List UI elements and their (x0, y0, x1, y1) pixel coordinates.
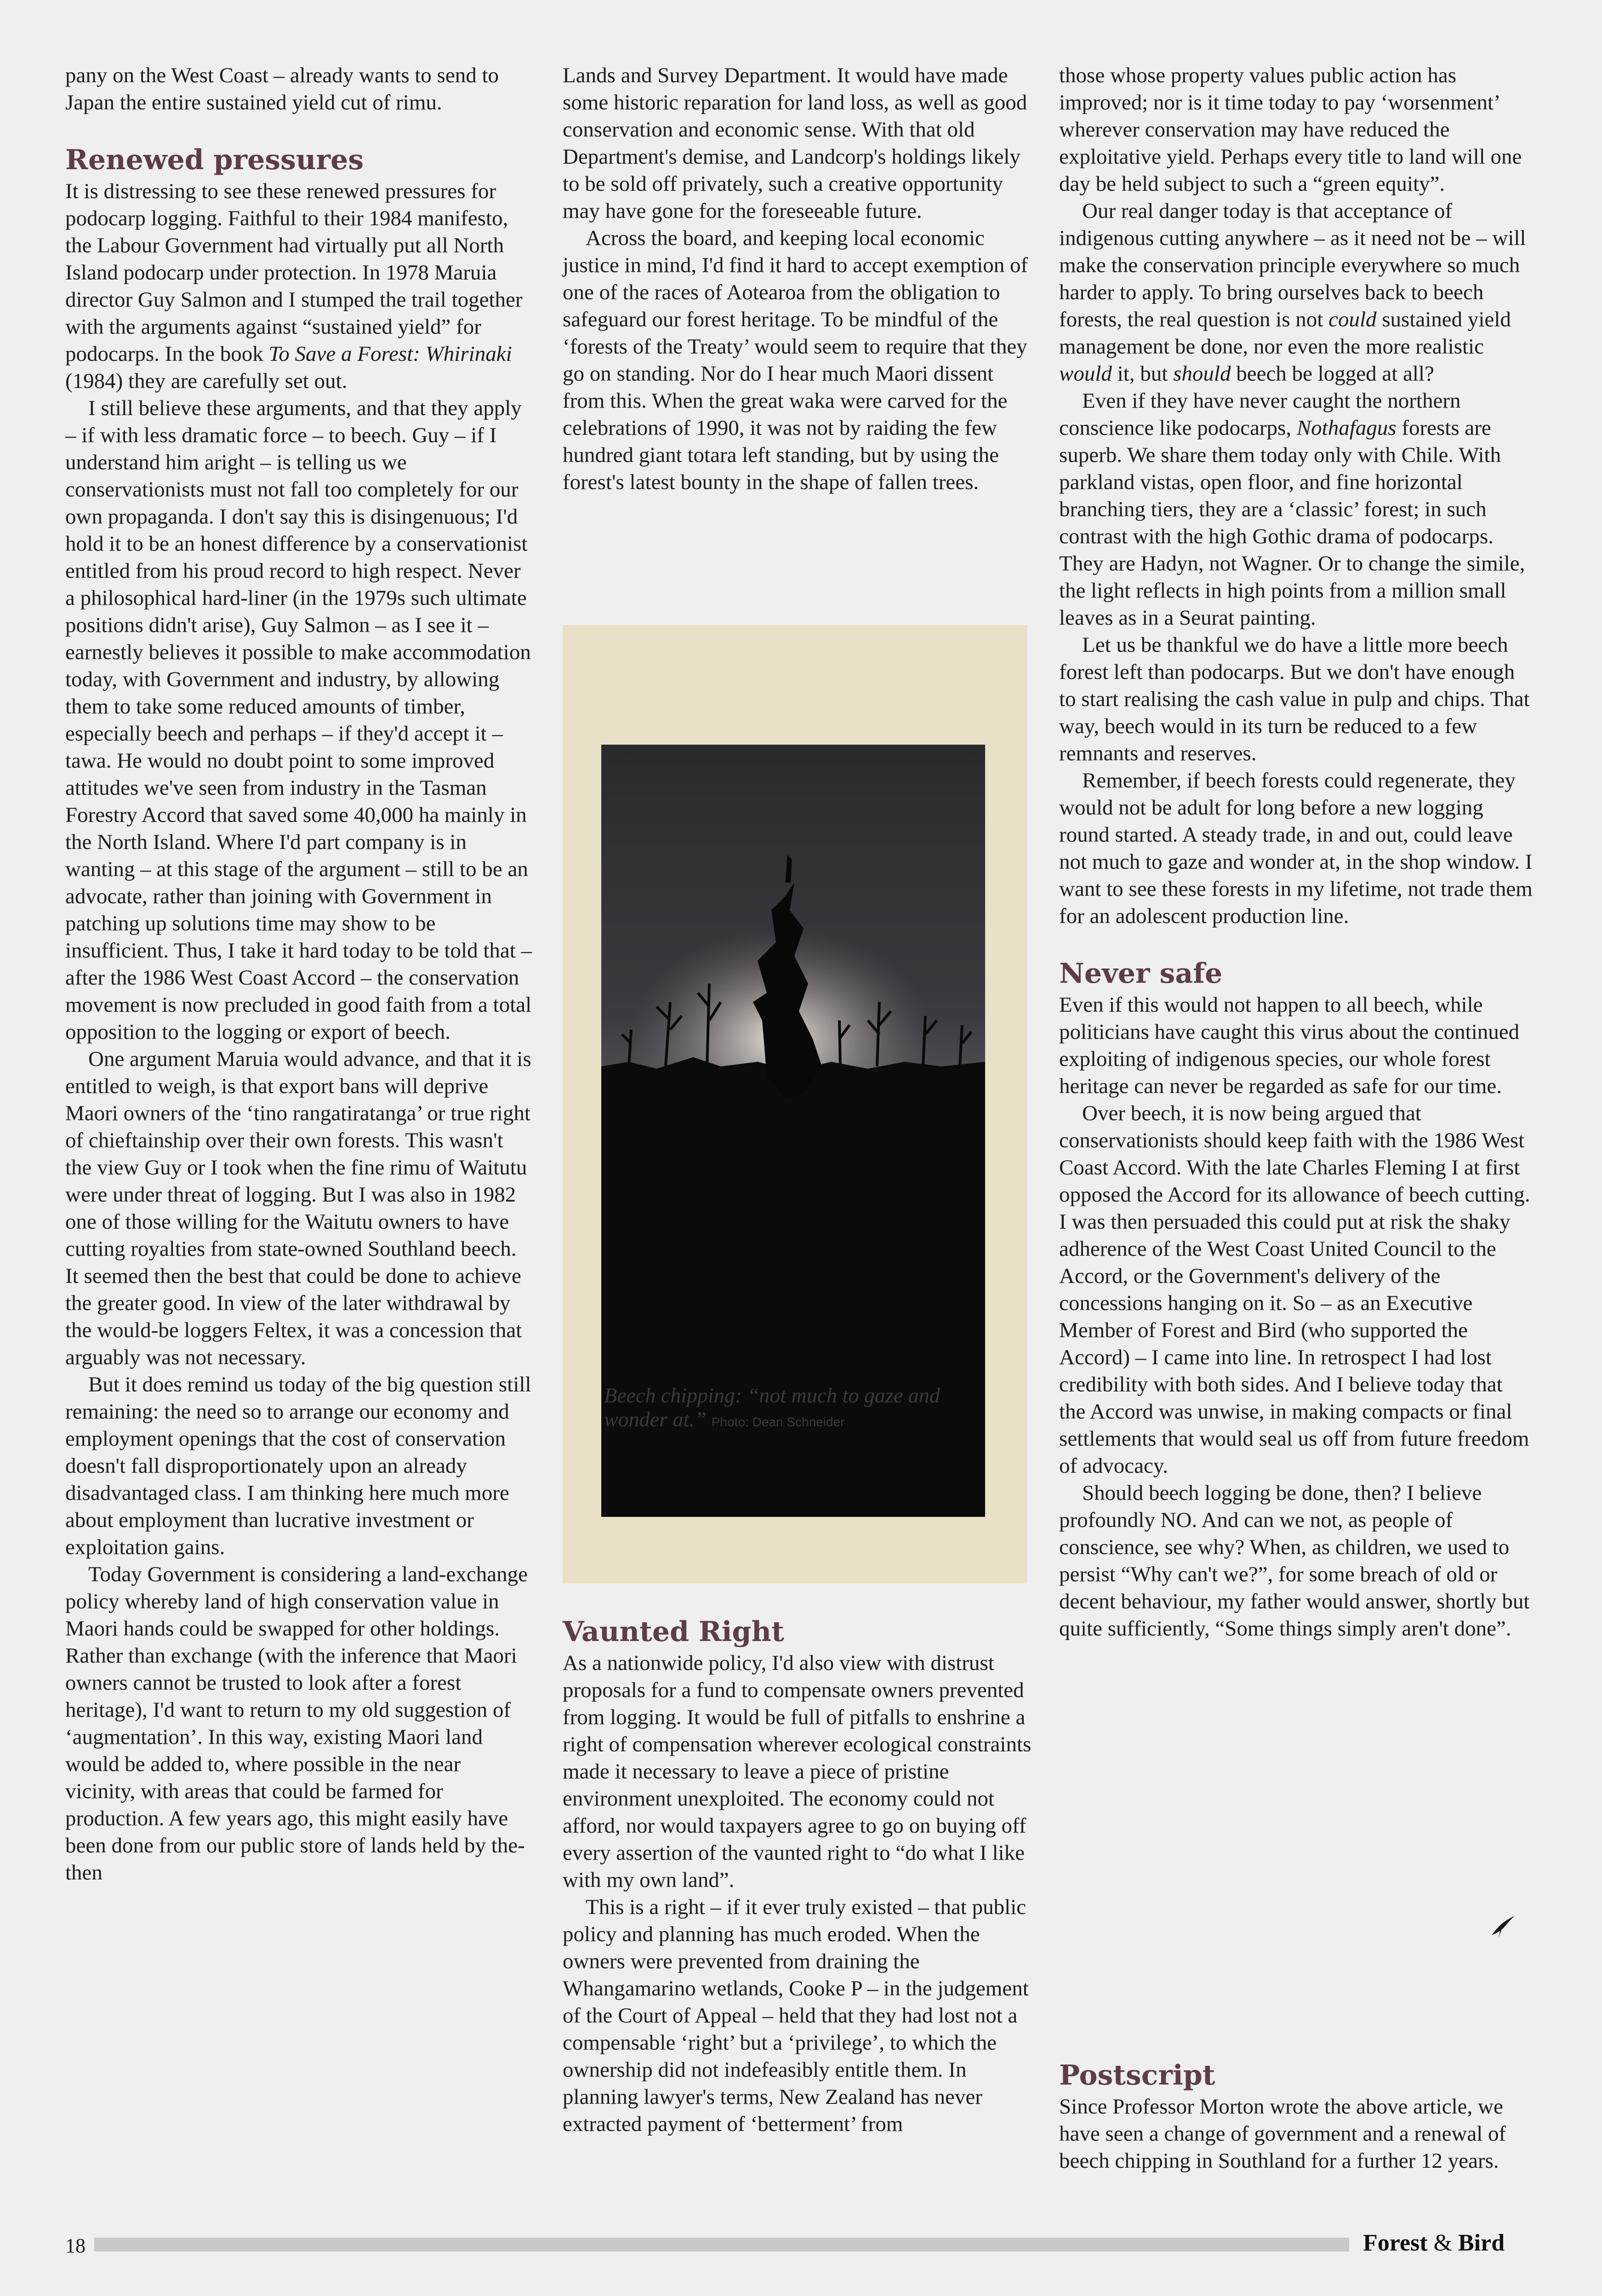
book-title: To Save a Forest: Whirinaki (268, 342, 512, 366)
paragraph: Should beech logging be done, then? I believe profoundly NO. And can we not, as people of conscience, see why? When, as children, we used to persist “Why can't we?”, for some breach of old or decent behaviour, my father would answer, shortly but quite sufficiently, “Some things simply aren't done”. (1059, 1481, 1530, 1641)
postscript (1059, 2059, 1533, 2175)
footer-rule (94, 2238, 1349, 2251)
paragraph: Since Professor Morton wrote the above article, we have seen a change of government and a renewal of beech chipping in Southland for a further 12 years. (1059, 2095, 1506, 2173)
paragraph: Across the board, and keeping local economic justice in mind, I'd find it hard to accept exemption of one of the races of Aotearoa from the obligation to safeguard our forest heritage. To be mindful of the ‘forests of the Treaty’ would seem to require that they go on standing. Nor do I hear much Maori dissent from this. When the great waka were carved for the celebrations of 1990, it was not by raiding the few hundred giant totara left standing, but by using the forest's latest bounty in the shape of fallen trees. (563, 226, 1028, 494)
heading-vaunted-right: Vaunted Right (563, 1616, 784, 1648)
heading-renewed-pressures: Renewed pressures (65, 144, 364, 176)
paragraph: Let us be thankful we do have a little more beech forest left than podocarps. But we don't have enough to start realising the cash value in pulp and chips. That way, beech would in its turn be reduced to a few remnants and reserves. (1059, 633, 1530, 765)
magazine-name: Forest & Bird (1363, 2230, 1505, 2256)
paragraph: This is a right – if it ever truly existed – that public policy and planning has much eroded. When the owners were prevented from draining the Whangamarino wetlands, Cooke P – in the judgement of the Court of Appeal – held that they had lost not a compensable ‘right’ but a ‘privilege’, to which the ownership did not indefeasibly entitle them. In planning lawyer's terms, New Zealand has never extracted payment of ‘betterment’ from (563, 1895, 1029, 2136)
paragraph: Today Government is considering a land-exchange policy whereby land of high conservation value in Maori hands could be swapped for other holdings. Rather than exchange (with the inference that Maori owners cannot be trusted to look after a forest heritage), I'd want to return to my old suggestion of ‘augmentation’. In this way, existing Maori land would be added to, where possible in the near vicinity, with areas that could be farmed for production. A few years ago, this might easily have been done from our public store of lands held by the-then (65, 1562, 528, 1885)
heading-never-safe: Never safe (1059, 957, 1223, 990)
photo-panel (563, 625, 1027, 1584)
paragraph: It is distressing to see these renewed pressures for podocarp logging. Faithful to their 1984 manifesto, the Labour Government had virtually put all North Island podocarp under protection. In 1978 Maruia director Guy Salmon and I stumped the trail together with the arguments against “sustained yield” for podocarps. In the book To Save a Forest: Whirinaki (1984) they are carefully set out. (65, 179, 523, 393)
paragraph: One argument Maruia would advance, and that it is entitled to weigh, is that export bans will deprive Maori owners of the ‘tino rangatiratanga’ or true right of chieftainship over their own forests. This wasn't the view Guy or I took when the fine rimu of Waitutu were under threat of logging. But I was also in 1982 one of those willing for the Waitutu owners to have cutting royalties from state-owned Southland beech. It seemed then the best that could be done to achieve the greater good. In view of the later withdrawal by the would-be loggers Feltex, it was a concession that arguably was not necessary. (65, 1047, 531, 1369)
paragraph: Lands and Survey Department. It would have made some historic reparation for land loss, as well as good conservation and economic sense. With that old Department's demise, and Landcorp's holdings likely to be sold off privately, such a creative opportunity may have gone for the foreseeable future. (563, 63, 1027, 223)
paragraph: Our real danger today is that acceptance of indigenous cutting anywhere – as it need not be – will make the conservation principle everywhere so much harder to apply. To bring ourselves back to beech forests, the real question is not could sustained yield management be done, nor even the more realistic would it, but should beech be logged at all? (1059, 199, 1526, 386)
bird-icon (1489, 1912, 1517, 1940)
paragraph: those whose property values public action has improved; nor is it time today to pay ‘worsenment’ wherever conservation may have reduced the exploitative yield. Perhaps every title to land will one day be held subject to such a “green equity”. (1059, 63, 1522, 196)
photo-credit: Photo: Dean Schneider (711, 1415, 845, 1429)
paragraph: Remember, if beech forests could regenerate, they would not be adult for long before a new logging round started. A steady trade, in and out, could leave not much to gaze and wonder at, in the shop window. I want to see these forests in my lifetime, not trade them for an adolescent production line. (1059, 769, 1533, 928)
paragraph: As a nationwide policy, I'd also view with distrust proposals for a fund to compensate owners prevented from logging. It would be full of pitfalls to enshrine a right of compensation wherever ecological constraints made it necessary to leave a piece of pristine environment unexploited. The economy could not afford, nor would taxpayers agree to go on buying off every assertion of the vaunted right to “do what I like with my own land”. (563, 1651, 1032, 1892)
paragraph: I still believe these arguments, and that they apply – if with less dramatic force – to beech. Guy – if I understand him aright – is telling us we conservationists must not fall too completely for our own propaganda. I don't say this is disingenuous; I'd hold it to be an honest difference by a conservationist entitled from his proud record to high respect. Never a philosophical hard-liner (in the 1979s such ultimate positions didn't arise), Guy Salmon – as I see it – earnestly believes it possible to make accommodation today, with Government and industry, by allowing them to take some reduced amounts of timber, especially beech and perhaps – if they'd accept it – tawa. He would no doubt point to some improved attitudes we've seen from industry in the Tasman Forestry Accord that saved some 40,000 ha mainly in the North Island. Where I'd part company is in wanting – at this stage of the argument – still to be an advocate, rather than joining with Government in patching up solutions time may show to be insufficient. Thus, I take it hard today to be told that – after the 1986 West Coast Accord – the conservation movement is now precluded in good faith from a total opposition to the logging or export of beech. (65, 396, 532, 1044)
heading-postscript: Postscript (1059, 2059, 1215, 2091)
column-2 (563, 62, 1032, 496)
photo-caption: Beech chipping: “not much to gaze and wonder at.” Photo: Dean Schneider (604, 1384, 940, 1431)
paragraph: Over beech, it is now being argued that conservationists should keep faith with the 1986 West Coast Accord. With the late Charles Fleming I at first opposed the Accord for its allowance of beech cutting. I was then persuaded this could put at risk the shaky adherence of the West Coast United Council to the Accord, or the Government's delivery of the concessions hanging on it. So – as an Executive Member of Forest and Bird (who supported the Accord) – I came into line. In retrospect I had lost credibility with both sides. And I believe today that the Accord was unwise, in making compacts or final settlements that would seal us off from future freedom of advocacy. (1059, 1101, 1530, 1478)
column-3 (1059, 62, 1533, 1642)
page-number: 18 (65, 2234, 86, 2257)
column-2-lower (563, 1616, 1032, 2138)
column-1 (65, 62, 534, 1886)
paragraph: Even if this would not happen to all beech, while politicians have caught this virus about the continued exploiting of indigenous species, our whole forest heritage can never be regarded as safe for our time. (1059, 993, 1520, 1098)
paragraph: pany on the West Coast – already wants to send to Japan the entire sustained yield cut of rimu. (65, 63, 499, 114)
paragraph: Even if they have never caught the northern conscience like podocarps, Nothafagus forests are superb. We share them today only with Chile. With parkland vistas, open floor, and fine horizontal branching tiers, they are a ‘classic’ forest; in such contrast with the high Gothic drama of podocarps. They are Hadyn, not Wagner. Or to change the simile, the light reflects in high points from a million small leaves as in a Seurat painting. (1059, 389, 1525, 630)
paragraph: But it does remind us today of the big question still remaining: the need so to arrange our economy and employment openings that the cost of conservation doesn't fall disproportionately upon an already disadvantaged class. I am thinking here much more about employment than lucrative investment or exploitation gains. (65, 1373, 531, 1559)
